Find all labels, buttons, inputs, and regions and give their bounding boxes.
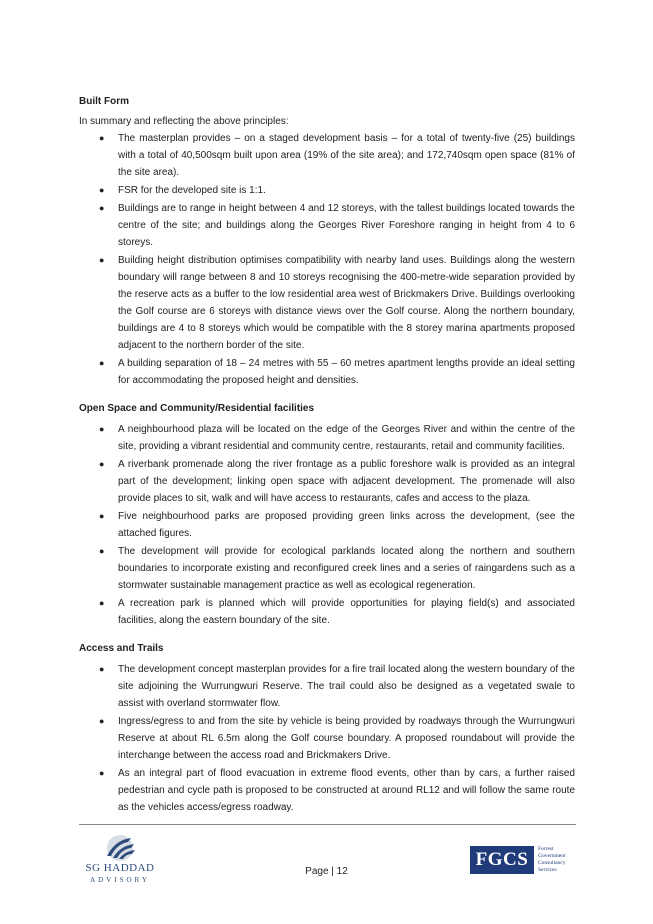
section-built-form	[79, 94, 575, 389]
document-body	[79, 94, 575, 828]
bullet-icon: ●	[99, 598, 105, 608]
list-item: ● Five neighbourhood parks are proposed providing green links across the development, (see the attached figures.	[79, 508, 575, 542]
bullet-icon: ●	[99, 459, 105, 469]
section-intro: In summary and reflecting the above principles:	[79, 116, 289, 127]
list-item: ● A neighbourhood plaza will be located on the edge of the Georges River and within the centre of the site, providing a vibrant residential and community centre, restaurants, retail and community facilities.	[79, 421, 575, 455]
bullet-list	[79, 130, 575, 389]
list-item: ● The masterplan provides – on a staged development basis – for a total of twenty-five (25) buildings with a total of 40,500sqm built upon area (19% of the site area); and 172,740sqm open space (81% of the site area).	[79, 130, 575, 181]
bullet-icon: ●	[99, 716, 105, 726]
list-item: ● Building height distribution optimises compatibility with nearby land uses. Buildings along the western boundary will range between 8 and 10 storeys recognising the 400-metre-wide separation provided by the reserve acts as a buffer to the low residential area west of Brickmakers Drive. Buildings overlooking the Golf course are 6 storeys with distance views over the Golf course. Along the northern boundary, buildings are 4 to 8 storeys which would be compatible with the 8 storey marina apartments proposed adjacent to the northern border of the site.	[79, 252, 575, 354]
list-item: ● As an integral part of flood evacuation in extreme flood events, other than by cars, a further raised pedestrian and cycle path is proposed to be constructed at around RL12 and will follow the same route as the vehicles access/egress roadway.	[79, 765, 575, 816]
list-item: ● The development concept masterplan provides for a fire trail located along the western boundary of the site adjoining the Wurrungwuri Reserve. The trail could also be designed as a vegetated swale to assist with overland stormwater flow.	[79, 661, 575, 712]
list-item: ● Buildings are to range in height between 4 and 12 storeys, with the tallest buildings located towards the centre of the site; and buildings along the Georges River Foreshore ranging in height from 4 to 6 storeys.	[79, 200, 575, 251]
sg-haddad-mark-icon	[101, 834, 139, 862]
bullet-icon: ●	[99, 424, 105, 434]
bullet-list	[79, 421, 575, 629]
left-logo-name: SG HADDAD	[85, 862, 155, 874]
list-item: ● A recreation park is planned which will provide opportunities for playing field(s) and associated facilities, along the eastern boundary of the site.	[79, 595, 575, 629]
fgcs-tagline: Forrest Government Consultancy Services	[538, 846, 566, 873]
bullet-icon: ●	[99, 358, 105, 368]
bullet-icon: ●	[99, 133, 105, 143]
left-logo-sub: ADVISORY	[90, 876, 150, 884]
bullet-icon: ●	[99, 664, 105, 674]
list-item: ● The development will provide for ecological parklands located along the northern and southern boundaries to incorporate existing and reconfigured creek lines and a series of raingardens such as a stormwater sustainable management practice as well as ecological regeneration.	[79, 543, 575, 594]
bullet-icon: ●	[99, 203, 105, 213]
list-item: ● A riverbank promenade along the river frontage as a public foreshore walk is provided as an integral part of the development; linking open space with adjacent development. The promenade will also provide places to sit, walk and will have access to restaurants, cafes and access to the plaza.	[79, 456, 575, 507]
list-item: ● Ingress/egress to and from the site by vehicle is being provided by roadways through the Wurrungwuri Reserve at about RL 6.5m along the Golf course boundary. A proposed roundabout will provide the interchange between the access road and Brickmakers Drive.	[79, 713, 575, 764]
bullet-icon: ●	[99, 185, 105, 195]
section-heading: Built Form	[79, 96, 129, 107]
page-number: Page | 12	[305, 866, 348, 877]
bullet-icon: ●	[99, 546, 105, 556]
bullet-icon: ●	[99, 768, 105, 778]
list-item: ● A building separation of 18 – 24 metres with 55 – 60 metres apartment lengths provide an ideal setting for accommodating the proposed height and densities.	[79, 355, 575, 389]
bullet-list	[79, 661, 575, 816]
bullet-icon: ●	[99, 255, 105, 265]
fgcs-mark: FGCS	[470, 846, 534, 874]
sg-haddad-logo	[80, 834, 160, 886]
list-item: ● FSR for the developed site is 1:1.	[79, 182, 575, 199]
footer-divider	[79, 824, 576, 825]
section-open-space	[79, 401, 575, 629]
section-access-trails	[79, 641, 575, 816]
fgcs-logo	[470, 846, 576, 876]
bullet-icon: ●	[99, 511, 105, 521]
section-heading: Access and Trails	[79, 643, 164, 654]
section-heading: Open Space and Community/Residential facilities	[79, 403, 315, 414]
